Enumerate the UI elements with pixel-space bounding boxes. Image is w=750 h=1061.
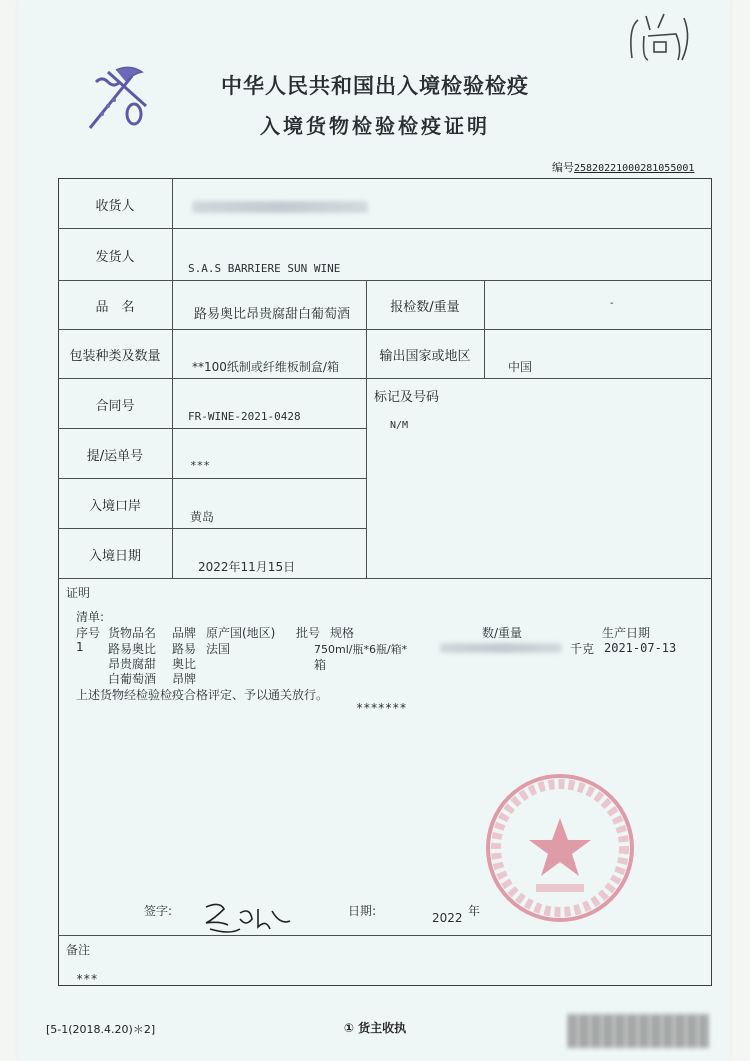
year-value: 2022 [432, 911, 463, 925]
consignor-value: S.A.S BARRIERE SUN WINE [188, 262, 341, 275]
contract-value: FR-WINE-2021-0428 [188, 410, 301, 423]
consignee-value-redacted [192, 201, 368, 213]
row-origin: 法国 [206, 642, 231, 656]
title-line1: 中华人民共和国出入境检验检疫 [221, 74, 529, 98]
marks-label: 标记及号码 [374, 390, 440, 405]
remarks-label: 备注 [66, 943, 91, 957]
title-line2: 入境货物检验检疫证明 [260, 114, 490, 138]
remarks-value: *** [76, 972, 98, 986]
date-sign-label: 日期: [348, 904, 377, 918]
col-brand: 品牌 [172, 626, 197, 640]
consignee-label: 收货人 [95, 199, 135, 214]
origin-country-value: 中国 [508, 360, 533, 374]
col-date: 生产日期 [602, 626, 651, 640]
row-qty-unit: 千克 [570, 642, 595, 656]
row-qty-redacted [440, 643, 562, 653]
certificate-stars: ******* [356, 701, 407, 715]
quantity-value: - [610, 298, 614, 309]
package-value: **100纸制或纤维板制盒/箱 [192, 360, 339, 374]
quantity-label: 报检数/重量 [390, 300, 460, 315]
sign-label: 签字: [144, 904, 173, 918]
product-value: 路易奥比昂贵腐甜白葡萄酒 [194, 307, 351, 322]
signature [200, 895, 295, 940]
origin-country-label: 输出国家或地区 [379, 349, 471, 364]
bill-value: *** [190, 459, 210, 472]
col-origin: 原产国(地区) [206, 626, 276, 640]
form-code: [5-1(2018.4.20)＊2] [46, 1023, 156, 1036]
entry-date-value: 2022年11月15日 [198, 560, 296, 574]
row-no: 1 [76, 640, 84, 654]
col-spec: 规格 [330, 626, 355, 640]
row-name-3: 白葡萄酒 [108, 672, 157, 686]
entry-date-label: 入境日期 [88, 549, 141, 564]
row-name-2: 昂贵腐甜 [108, 657, 157, 671]
col-name: 货物品名 [108, 626, 157, 640]
row-spec-1: 750ml/瓶*6瓶/箱* [314, 643, 408, 656]
row-name-1: 路易奥比 [108, 642, 157, 656]
col-batch: 批号 [296, 626, 321, 640]
row-brand-2: 奥比 [172, 657, 197, 671]
row-brand-1: 路易 [172, 642, 197, 656]
serial-value: 2582022100028105500​1 [574, 163, 695, 174]
certificate-statement: 上述货物经检验检疫合格评定、予以通关放行。 [76, 688, 329, 702]
serial-label: 编号 [552, 161, 574, 174]
col-no: 序号 [76, 626, 101, 640]
col-qty: 数/重量 [482, 626, 523, 640]
row-date: 2021-07-13 [604, 641, 677, 655]
official-seal-icon [480, 768, 640, 928]
handwritten-mark [624, 8, 694, 68]
barcode-redacted [568, 1014, 708, 1048]
year-label: 年 [468, 904, 481, 918]
serial-number [552, 159, 694, 175]
marks-value: N/M [390, 420, 409, 431]
package-label: 包装种类及数量 [69, 349, 161, 364]
consignor-label: 发货人 [95, 250, 135, 265]
certificate-section-label: 证明 [66, 586, 91, 600]
port-value: 黄岛 [190, 510, 215, 524]
product-label: 品 名 [95, 300, 135, 315]
bill-label: 提/运单号 [86, 449, 144, 464]
list-label: 清单: [76, 610, 105, 624]
contract-label: 合同号 [95, 399, 135, 414]
row-brand-3: 昂牌 [172, 672, 197, 686]
row-spec-2: 箱 [314, 658, 327, 672]
port-label: 入境口岸 [88, 499, 141, 514]
copy-label: ① 货主收执 [343, 1021, 407, 1035]
